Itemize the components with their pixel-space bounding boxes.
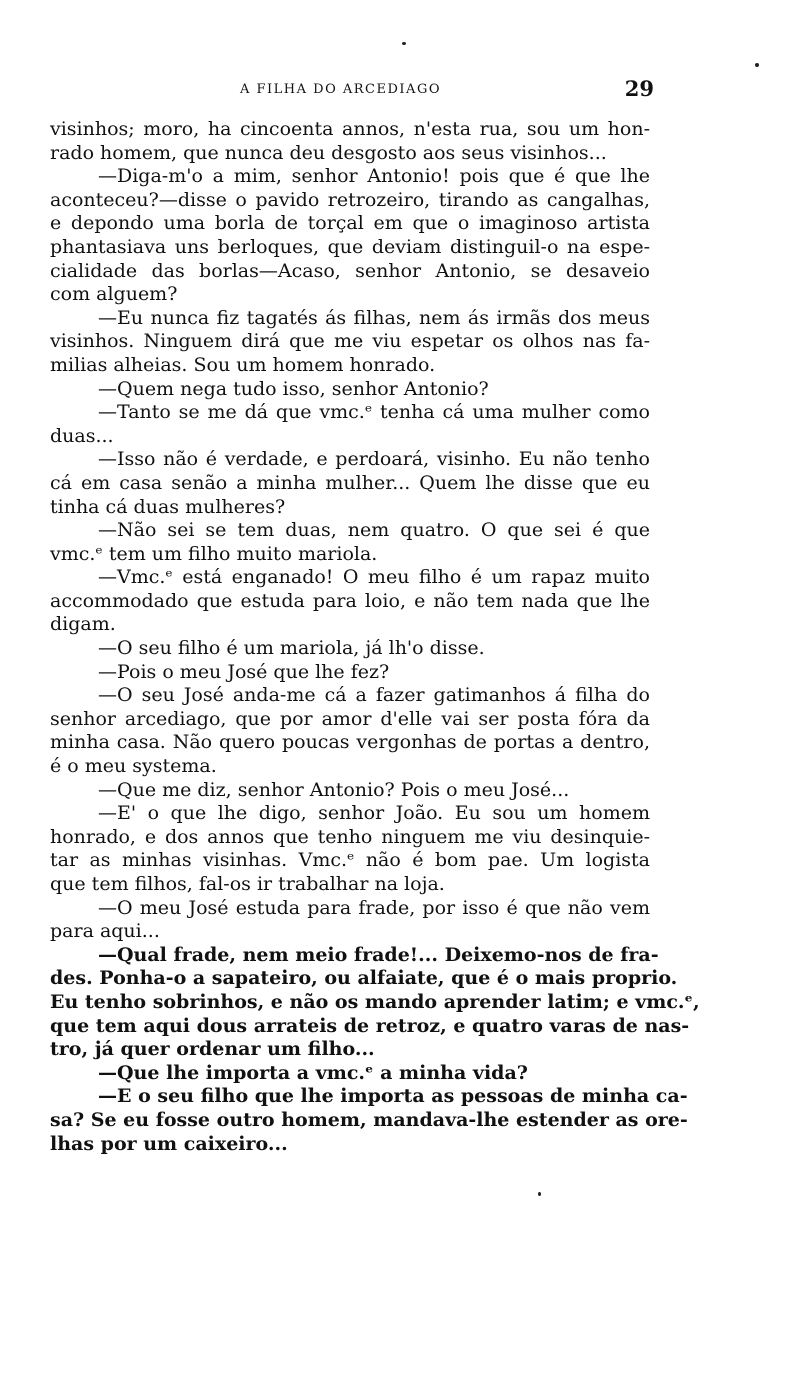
text-line: —Pois o meu José que lhe fez? [98,660,390,683]
text-line: phantasiava uns berloques, que deviam distinguil-o na espe- [50,235,650,258]
text-line: é o meu systema. [50,755,217,778]
text-line: tinha cá duas mulheres? [50,495,286,518]
text-line: des. Ponha-o a sapateiro, ou alfaiate, que é o mais proprio. [50,967,678,990]
text-body [50,118,700,1198]
text-line: Eu tenho sobrinhos, e não os mando aprender latim; e vmc.ᵉ, [50,990,700,1013]
text-line: accommodado que estuda para loio, e não tem nada que lhe [50,589,650,612]
text-line: senhor arcediago, que por amor d'elle vai ser posta fóra da [50,707,650,730]
text-line: lhas por um caixeiro... [50,1132,288,1155]
text-line: —O seu filho é um mariola, já lh'o disse. [98,637,485,660]
text-line: —O seu José anda-me cá a fazer gatimanhos á filha do [98,684,650,707]
text-line: —O meu José estuda para frade, por isso é que não vem [98,896,650,919]
print-speck [402,42,406,45]
text-line: vmc.ᵉ tem um filho muito mariola. [50,542,378,565]
text-line: sa? Se eu fosse outro homem, mandava-lhe estender as ore- [50,1108,688,1131]
text-line: rado homem, que nunca deu desgosto aos seus visinhos... [50,141,607,164]
running-title: A FILHA DO ARCEDIAGO [240,82,441,97]
text-line: para aqui... [50,920,160,943]
text-line: visinhos. Ninguem dirá que me viu espetar os olhos nas fa- [50,330,650,353]
text-line: minha casa. Não quero poucas vergonhas de portas a dentro, [50,731,650,754]
text-line: —Que me diz, senhor Antonio? Pois o meu José... [98,778,570,801]
text-line: milias alheias. Sou um homem honrado. [50,353,436,376]
text-line: duas... [50,424,114,447]
text-line: —Isso não é verdade, e perdoará, visinho. Eu não tenho [98,448,650,471]
text-line: com alguem? [50,283,178,306]
text-line: —Não sei se tem duas, nem quatro. O que sei é que [98,519,650,542]
text-line: —Quem nega tudo isso, senhor Antonio? [98,377,489,400]
text-line: —Eu nunca fiz tagatés ás filhas, nem ás irmãs dos meus [98,306,650,329]
text-line: aconteceu?—disse o pavido retrozeiro, tirando as cangalhas, [50,188,650,211]
page-header [50,76,654,106]
text-line: visinhos; moro, ha cincoenta annos, n'esta rua, sou um hon- [50,118,650,140]
text-line: —Que lhe importa a vmc.ᵉ a minha vida? [98,1061,528,1084]
text-line: —E o seu filho que lhe importa as pessoas de minha ca- [98,1085,688,1108]
text-line: e depondo uma borla de torçal em que o imaginoso artista [50,212,650,235]
text-line: tro, já quer ordenar um filho... [50,1038,375,1061]
text-line: honrado, e dos annos que tenho ninguem me viu desinquie- [50,825,650,848]
text-line: digam. [50,613,116,636]
text-line: cialidade das borlas—Acaso, senhor Antonio, se desaveio [50,259,650,282]
print-speck [538,1192,541,1196]
print-speck [755,63,759,67]
page-number: 29 [624,76,654,101]
text-line: tar as minhas visinhas. Vmc.ᵉ não é bom pae. Um logista [50,849,650,872]
text-line: que tem aqui dous arrateis de retroz, e quatro varas de nas- [50,1014,690,1037]
text-line: —Diga-m'o a mim, senhor Antonio! pois que é que lhe [98,165,650,188]
text-line: que tem filhos, fal-os ir trabalhar na loja. [50,873,445,895]
text-line: cá em casa senão a minha mulher... Quem lhe disse que eu [50,471,650,494]
text-line: —Vmc.ᵉ está enganado! O meu filho é um rapaz muito [98,566,650,589]
text-line: —Qual frade, nem meio frade!... Deixemo-nos de fra- [98,943,659,966]
text-line: —E' o que lhe digo, senhor João. Eu sou um homem [98,802,650,825]
text-line: —Tanto se me dá que vmc.ᵉ tenha cá uma mulher como [98,401,650,424]
